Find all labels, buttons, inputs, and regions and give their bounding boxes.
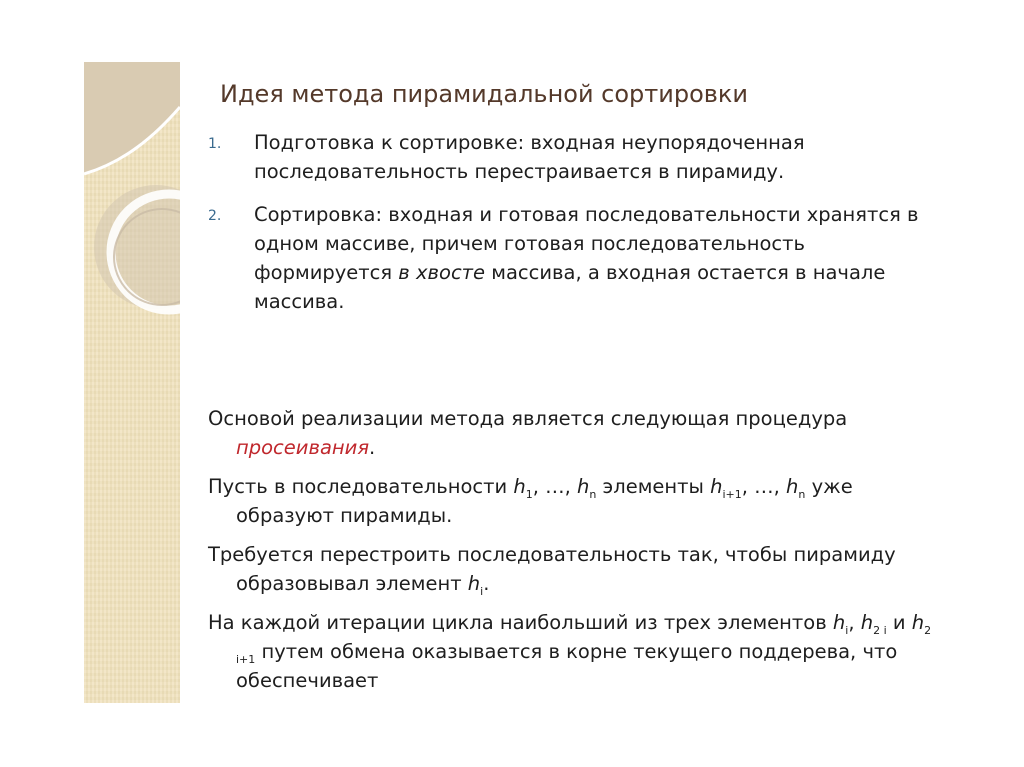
paragraph-text: уже образуют пирамиды.	[236, 475, 853, 527]
paragraph-text: Пусть в последовательности	[208, 475, 514, 498]
math-subscript: n	[589, 487, 597, 501]
paragraph-text: элементы	[596, 475, 711, 498]
math-var: h	[786, 475, 799, 498]
math-var: h	[513, 475, 526, 498]
decorative-side-panel	[84, 62, 180, 703]
math-subscript: 2 i+1	[236, 623, 932, 666]
body-text	[208, 404, 938, 705]
slide-title: Идея метода пирамидальной сортировки	[220, 80, 749, 108]
math-subscript: 2 i	[873, 623, 887, 637]
highlight-term: просеивания	[236, 436, 370, 459]
paragraph-text: Требуется перестроить последовательность так, чтобы пирамиду образовывал элемент	[208, 543, 896, 595]
list-number: 2.	[208, 208, 222, 224]
math-subscript: n	[798, 487, 806, 501]
list-item	[208, 128, 928, 186]
math-var: h	[832, 611, 846, 634]
list-item	[208, 200, 928, 316]
math-var: h	[576, 475, 590, 498]
math-subscript: 1	[525, 487, 533, 501]
emphasis-text: в хвосте	[398, 261, 486, 284]
paragraph-text: .	[483, 572, 490, 595]
list-item-text-continued: массива, а входная остается в начале массива.	[254, 261, 886, 313]
paragraph-sequence	[208, 472, 938, 530]
list-number: 1.	[208, 136, 222, 152]
math-subscript: i	[480, 584, 484, 598]
paragraph-text: Основой реализации метода является следующая процедура	[208, 407, 848, 430]
paragraph-text: , …,	[741, 475, 787, 498]
list-item-text: Сортировка: входная и готовая последовательности хранятся в одном массиве, причем готовая последовательность формируется	[254, 203, 919, 284]
math-subscript: i	[845, 623, 849, 637]
paragraph-text: , …,	[532, 475, 577, 498]
paragraph-text: На каждой итерации цикла наибольший из трех элементов	[208, 611, 833, 634]
numbered-list	[208, 128, 928, 330]
paragraph-sifting-intro	[208, 404, 938, 462]
math-var: h	[710, 475, 723, 498]
math-subscript: i+1	[722, 487, 742, 501]
decorative-circles	[84, 62, 180, 703]
paragraph-iteration	[208, 608, 938, 695]
list-item-text: Подготовка к сортировке: входная неупорядоченная последовательность перестраивается в пирамиду.	[254, 131, 805, 183]
math-var: h	[467, 572, 481, 595]
math-var: h	[860, 611, 874, 634]
paragraph-text: ,	[848, 611, 861, 634]
paragraph-requirement	[208, 540, 938, 598]
paragraph-text: .	[369, 436, 376, 459]
math-var: h	[911, 611, 925, 634]
paragraph-text: и	[886, 611, 912, 634]
paragraph-text: путем обмена оказывается в корне текущего поддерева, что обеспечивает	[236, 640, 898, 692]
